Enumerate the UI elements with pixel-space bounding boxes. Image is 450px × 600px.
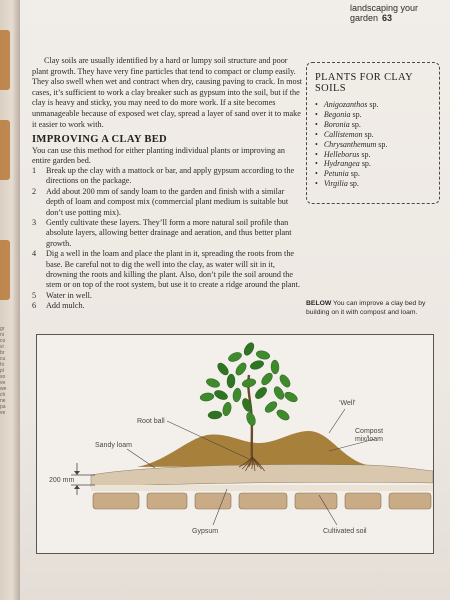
left-page-text-fragments: gr ni co vi br cu hi pl so ve we ch ne pa ve <box>0 326 7 416</box>
plant-suffix: sp. <box>361 159 371 169</box>
label-root-ball: Root ball <box>137 418 165 425</box>
book-page <box>20 0 450 600</box>
plant-suffix: sp. <box>364 129 374 139</box>
step-number: 2 <box>32 186 37 196</box>
label-depth: 200 mm <box>49 477 75 484</box>
steps-list <box>32 166 304 312</box>
plant-genus: Chrysanthemum <box>323 139 377 149</box>
step-number: 1 <box>32 166 37 175</box>
leaf <box>263 399 279 414</box>
plant-item: • Petunia sp. <box>315 169 360 179</box>
leaf <box>232 388 242 403</box>
plant-item: • Hydrangea sp. <box>315 159 371 169</box>
left-page-edge <box>0 0 20 600</box>
plant-genus: Begonia <box>323 109 351 119</box>
label-cultivated-soil: Cultivated soil <box>323 528 367 535</box>
clay-block <box>93 493 139 509</box>
clay-block <box>195 493 231 509</box>
sidebar-title: PLANTS FOR CLAY SOILS <box>315 72 413 94</box>
leaf <box>241 378 256 389</box>
clay-block <box>389 493 431 509</box>
plant-genus: Callistemon <box>323 129 363 139</box>
leaf <box>271 360 279 374</box>
clay-bed-diagram <box>37 335 433 553</box>
leaf <box>227 374 236 388</box>
step-item <box>32 166 304 187</box>
caption-lead: BELOW <box>306 300 332 307</box>
section-heading: IMPROVING A CLAY BED <box>32 134 168 145</box>
plant-suffix: sp. <box>378 139 388 149</box>
step-item <box>32 218 304 249</box>
step-text: Dig a well in the loam and place the plant in it, spreading the roots from the base. Be careful not to dig the well into the clay, as water will sit in it, drowning the roots and killing the plant. Also, don’t pile the soil around the stem or on top of the root system, but use it to create a ridge around the plant. <box>46 249 300 290</box>
plant-genus: Hydrangea <box>323 159 360 169</box>
leaf <box>205 377 221 389</box>
intro-paragraph <box>32 56 304 130</box>
clay-block <box>239 493 287 509</box>
plant-item: • Begonia sp. <box>315 109 362 119</box>
leaf <box>200 392 215 402</box>
label-sandy-loam: Sandy loam <box>95 442 132 449</box>
plant-genus: Boronia <box>323 119 350 129</box>
leaf <box>234 361 249 377</box>
plant-suffix: sp. <box>351 119 361 129</box>
plant-item: • Helleborus sp. <box>315 149 371 159</box>
step-number: 3 <box>32 218 37 228</box>
plant-genus: Virgilia <box>323 179 348 189</box>
step-text: Gently cultivate these layers. They’ll form a more natural soil profile than absolute layers, allowing better drainage and aeration, and thus better plant growth. <box>46 218 292 248</box>
step-number: 4 <box>32 249 37 259</box>
clay-bed-illustration <box>36 334 434 554</box>
leaf <box>259 371 274 387</box>
body-paragraph: Clay soils are usually identified by a hard or lumpy soil structure and poor plant growth. They have very fine particles that tend to compact or clump easily. They also swell when wet and contract when dry, causing paving to crack. In most cases, it’s sufficient to work a clay breaker such as gypsum into the soil, but if the clay is heavy and sticky, you may need to do more work. If a site becomes unmanageable because of exposed wet clay, spread a layer of sand over it to make it easier to work with. <box>32 56 303 129</box>
plant-suffix: sp. <box>350 169 360 179</box>
caption-text: You can improve a clay bed by building on it with compost and loam. <box>306 300 426 316</box>
left-page-photo <box>0 120 10 180</box>
leaf <box>208 411 222 420</box>
left-page-photo <box>0 240 10 300</box>
label-well: ‘Well’ <box>339 400 356 407</box>
clay-block <box>147 493 187 509</box>
running-head <box>350 3 450 23</box>
figure-caption <box>306 300 446 317</box>
plant-genus: Anigozanthos <box>323 100 368 109</box>
left-page-photo <box>0 30 10 90</box>
step-item <box>32 249 304 291</box>
plant-suffix: sp. <box>349 179 359 189</box>
section-intro: You can use this method for either planting individual plants or improving an entire garden bed. <box>32 146 285 166</box>
step-number: 6 <box>32 301 37 311</box>
leaf <box>278 373 292 389</box>
plant-item: • Anigozanthos sp. <box>315 100 379 109</box>
step-item <box>32 301 304 311</box>
leaf <box>227 351 243 364</box>
plant-item: • Boronia sp. <box>315 119 361 129</box>
leaf <box>242 341 256 357</box>
clay-block <box>345 493 381 509</box>
plant-suffix: sp. <box>352 109 362 119</box>
leaf <box>253 385 269 401</box>
leaf <box>255 349 271 360</box>
running-head-title: landscaping your garden <box>350 3 419 23</box>
leaf <box>283 390 299 404</box>
label-gypsum: Gypsum <box>192 528 219 535</box>
plant-item: • Callistemon sp. <box>315 129 374 139</box>
step-item <box>32 291 304 301</box>
leaf <box>245 411 257 427</box>
plant-genus: Helleborus <box>323 149 360 159</box>
leaf <box>213 388 229 401</box>
plant-genus: Petunia <box>323 169 349 179</box>
page-number: 63 <box>382 13 393 23</box>
step-text: Water in well. <box>46 290 92 300</box>
clay-blocks <box>93 493 431 509</box>
plant-foliage <box>200 341 300 427</box>
plant-item: • Chrysanthemum sp. <box>315 139 388 149</box>
leaf <box>272 385 286 401</box>
plant-suffix: sp. <box>361 149 371 159</box>
step-text: Add about 200 mm of sandy loam to the garden and finish with a similar depth of loam and compost mix (commercial plant medium is suitable but don’t use potting mix). <box>46 186 289 217</box>
clay-block <box>295 493 337 509</box>
plants-sidebar <box>306 62 440 204</box>
label-compost: Compost mix/loam <box>355 428 384 443</box>
step-item <box>32 187 304 218</box>
gypsum-band <box>91 485 433 491</box>
plant-suffix: sp. <box>369 100 379 109</box>
leaf <box>215 361 230 377</box>
step-text: Break up the clay with a mattock or bar, and apply gypsum according to the directions on the package. <box>46 166 295 186</box>
plant-list <box>315 100 439 189</box>
leaf <box>249 359 265 371</box>
step-number: 5 <box>32 290 37 300</box>
plant-item: • Virgilia sp. <box>315 179 359 189</box>
leaf <box>222 401 233 416</box>
step-text: Add mulch. <box>46 301 85 311</box>
leaf <box>275 408 291 422</box>
